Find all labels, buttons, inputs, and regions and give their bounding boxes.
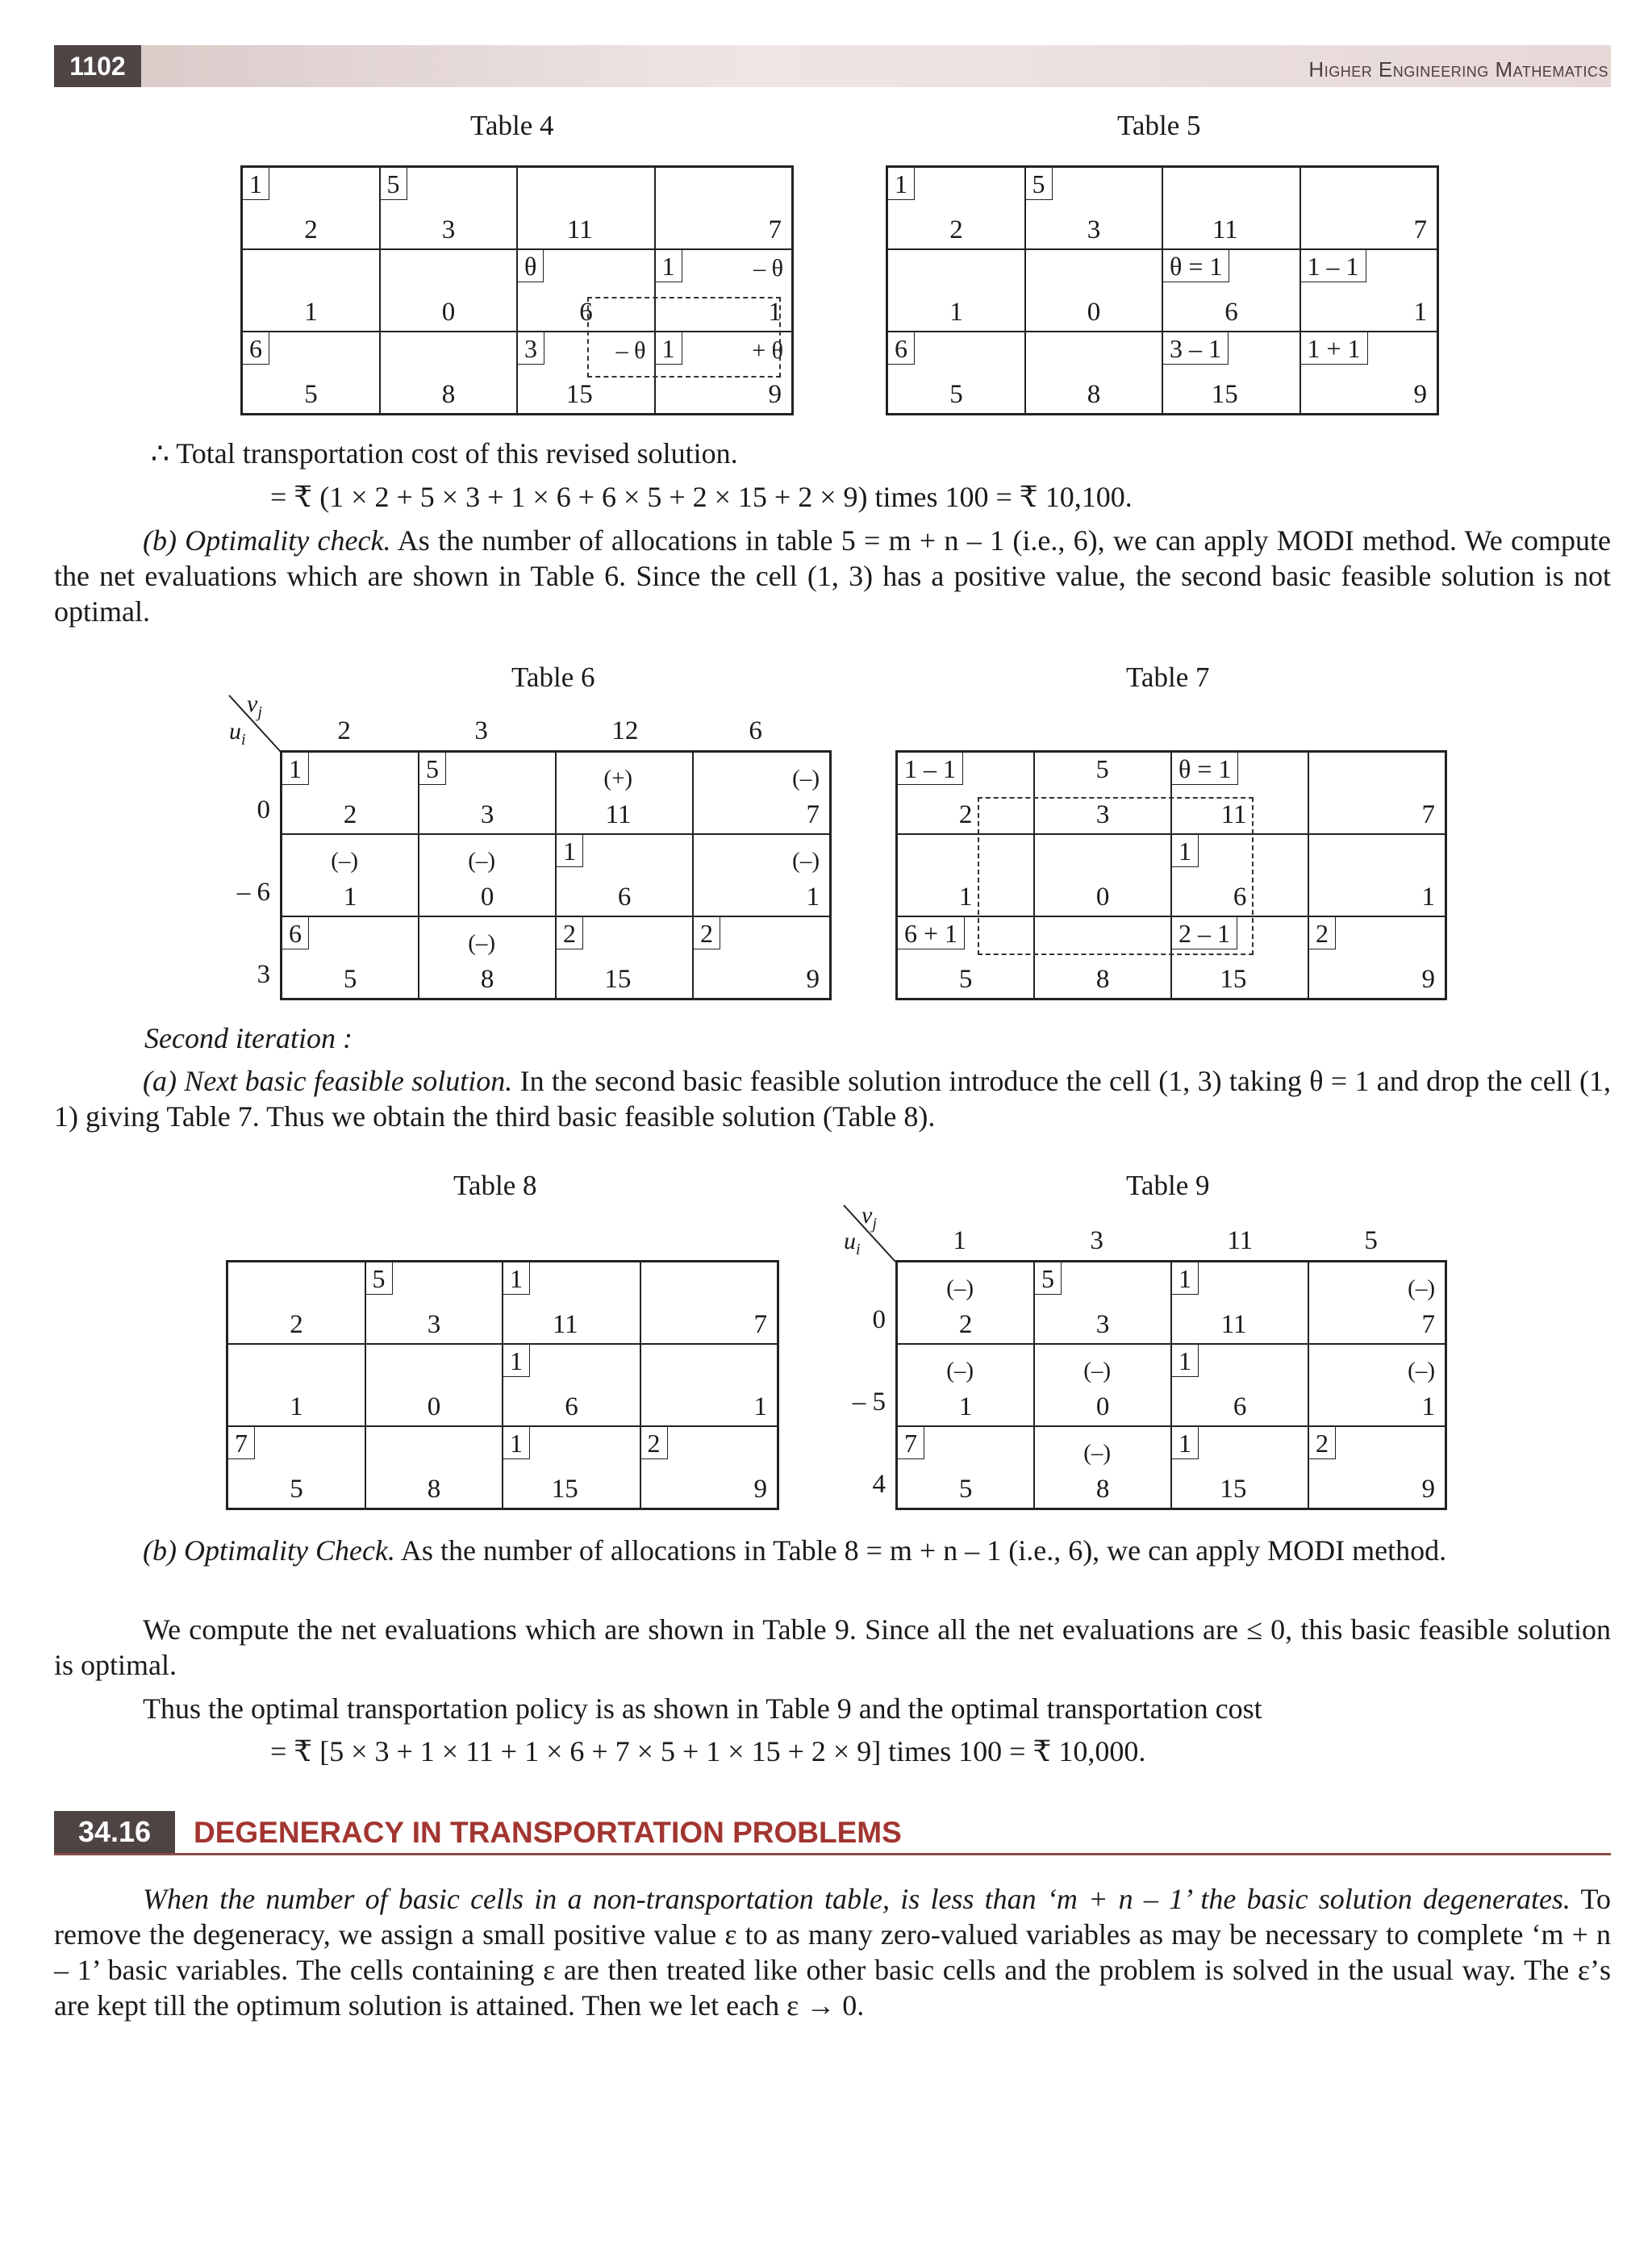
table5-cell-r2c3 <box>1162 249 1300 332</box>
table4-cost: 2 <box>304 215 318 244</box>
table7-cost: 3 <box>1095 800 1110 829</box>
table5-cost: 1 <box>949 298 963 327</box>
table8-allocation: 5 <box>366 1262 393 1295</box>
table6-net-evaluation: (–) <box>792 848 820 874</box>
table9-cost: 6 <box>1233 1392 1247 1421</box>
table4-cost: 15 <box>565 380 593 409</box>
table9-cell-r1c4 <box>1308 1262 1446 1344</box>
table5-cost: 9 <box>1413 380 1427 409</box>
table5-cell-r2c4 <box>1300 249 1438 332</box>
table5-cost: 5 <box>949 380 963 409</box>
table9-cost: 1 <box>1421 1392 1435 1421</box>
table7-allocation: θ = 1 <box>1172 753 1238 785</box>
table9-allocation: 1 <box>1172 1262 1199 1295</box>
table9-cell-r2c1 <box>897 1344 1034 1426</box>
cost-line: ∴ Total transportation cost of this revised solution. <box>151 437 738 469</box>
table6-ui-label: $u_i$ <box>229 718 246 749</box>
table8-cell-r3c1 <box>227 1426 365 1508</box>
table4-cost: 0 <box>441 298 456 327</box>
table6-cell-r3c3 <box>556 916 693 999</box>
table4-cell-r1c4 <box>655 167 793 249</box>
table9-allocation: 2 <box>1309 1427 1336 1459</box>
table9-allocation: 5 <box>1035 1262 1062 1295</box>
table9-cost: 7 <box>1421 1310 1435 1339</box>
table6-cost: 1 <box>806 883 820 912</box>
table9-ui-label: $u_i$ <box>844 1228 861 1258</box>
table8-cost: 15 <box>551 1475 578 1504</box>
table4-cell-r3c2 <box>380 332 518 414</box>
table9-net-evaluation: (–) <box>946 1275 974 1301</box>
degeneracy-paragraph <box>54 1881 1611 2023</box>
table4-cell-r1c3 <box>517 167 655 249</box>
table5-allocation: 3 – 1 <box>1163 332 1229 365</box>
table6-cost: 0 <box>480 883 494 912</box>
table8-caption: Table 8 <box>453 1170 537 1201</box>
table7-allocation: 1 – 1 <box>898 753 963 785</box>
table5-allocation: 1 – 1 <box>1301 250 1366 282</box>
table8-cell-r1c4 <box>640 1262 778 1344</box>
table6-v-value: 12 <box>611 716 639 745</box>
table5-cell-r1c4 <box>1300 167 1438 249</box>
table6-cell-r1c4 <box>693 752 830 834</box>
table9-cost: 9 <box>1421 1475 1435 1504</box>
table6-allocation: 2 <box>557 917 583 949</box>
table5-cell-r2c1 <box>887 249 1025 332</box>
table5 <box>886 165 1439 415</box>
table4 <box>240 165 794 415</box>
table8-cell-r2c2 <box>365 1344 503 1426</box>
table9 <box>895 1260 1447 1510</box>
table6-cost: 3 <box>480 800 494 829</box>
table6-net-evaluation: (–) <box>468 848 496 874</box>
next-bfs-label: (a) Next basic feasible solution. <box>143 1065 513 1097</box>
table6-cell-r2c4 <box>693 834 830 916</box>
table5-cell-r1c2 <box>1025 167 1163 249</box>
table9-cost: 2 <box>958 1310 973 1339</box>
table9-u-value: – 5 <box>852 1387 886 1417</box>
table4-caption: Table 4 <box>470 110 554 141</box>
table8-allocation: 1 <box>503 1345 530 1377</box>
table6-cost: 9 <box>806 965 820 994</box>
table9-cost: 8 <box>1095 1475 1110 1504</box>
table7-cost: 9 <box>1421 965 1435 994</box>
table8-allocation: 2 <box>641 1427 668 1459</box>
table4-cost: 7 <box>768 215 782 244</box>
table4-cell-r1c2 <box>380 167 518 249</box>
optimality-check-1-label: (b) Optimality check. <box>143 524 391 557</box>
table8-cost: 1 <box>290 1392 303 1421</box>
table6-cell-r2c2 <box>419 834 556 916</box>
table7-cell-r1c4 <box>1308 752 1446 834</box>
table9-net-evaluation: (–) <box>1083 1440 1112 1466</box>
table5-cost: 2 <box>949 215 963 244</box>
table5-cost: 8 <box>1087 380 1101 409</box>
section-title: DEGENERACY IN TRANSPORTATION PROBLEMS <box>194 1816 902 1849</box>
table9-cell-r2c2 <box>1034 1344 1171 1426</box>
table6-cell-r2c3 <box>556 834 693 916</box>
table9-cell-r2c3 <box>1171 1344 1308 1426</box>
table9-cell-r1c2 <box>1034 1262 1171 1344</box>
table5-cost: 15 <box>1211 380 1238 409</box>
table8-cell-r1c1 <box>227 1262 365 1344</box>
table6-allocation: 2 <box>694 917 720 949</box>
table9-cost: 3 <box>1095 1310 1110 1339</box>
table7-cost: 2 <box>958 800 973 829</box>
table4-theta-loop <box>587 297 781 378</box>
optimality-check-2 <box>54 1533 1611 1568</box>
table4-cost: 9 <box>768 380 782 409</box>
table6-u-value: 3 <box>257 960 270 989</box>
table6-cell-r1c3 <box>556 752 693 834</box>
table8-cost: 2 <box>290 1310 303 1339</box>
table8-allocation: 7 <box>228 1427 255 1459</box>
table7-allocation: 5 <box>1095 754 1109 783</box>
section-number: 34.16 <box>54 1811 175 1853</box>
table7-cost: 1 <box>958 883 973 912</box>
table8 <box>226 1260 779 1510</box>
table5-allocation: 1 <box>888 168 915 200</box>
table6-cell-r2c1 <box>282 834 419 916</box>
table6-v-value: 3 <box>474 716 488 745</box>
table5-cost: 1 <box>1413 298 1427 327</box>
table4-allocation: 6 <box>243 332 269 365</box>
table6-cost: 11 <box>605 800 632 829</box>
table9-v-value: 3 <box>1090 1226 1103 1255</box>
optimality-check-2-label: (b) Optimality Check. <box>143 1534 395 1567</box>
table6-cost: 6 <box>617 883 632 912</box>
degeneracy-definition: When the number of basic cells in a non-transportation table, is less than ‘m + n – 1’ the basic solution degenerates. <box>143 1883 1571 1915</box>
table9-v-value: 5 <box>1364 1226 1378 1255</box>
next-bfs-paragraph <box>54 1063 1611 1134</box>
table8-cell-r3c2 <box>365 1426 503 1508</box>
page-number: 1102 <box>54 45 141 87</box>
table7-allocation: 1 <box>1172 835 1199 867</box>
net-evaluation-paragraph: We compute the net evaluations which are shown in Table 9. Since all the net evaluations are ≤ 0, this basic feasible solution is optimal. <box>54 1613 1611 1681</box>
table9-allocation: 1 <box>1172 1427 1199 1459</box>
table9-net-evaluation: (–) <box>1408 1275 1435 1301</box>
table7-cell-r2c4 <box>1308 834 1446 916</box>
table5-cell-r3c2 <box>1025 332 1163 414</box>
table8-cell-r2c1 <box>227 1344 365 1426</box>
table4-cost: 3 <box>441 215 456 244</box>
second-iteration-heading: Second iteration : <box>144 1022 353 1054</box>
table9-cell-r1c1 <box>897 1262 1034 1344</box>
table7-caption: Table 7 <box>1126 661 1210 693</box>
table4-cell-r2c1 <box>242 249 380 332</box>
table6-allocation: 1 <box>282 753 309 785</box>
table5-cell-r2c2 <box>1025 249 1163 332</box>
table6-cell-r3c1 <box>282 916 419 999</box>
table4-allocation: 1 <box>243 168 269 200</box>
table6-cell-r1c2 <box>419 752 556 834</box>
table4-allocation: 1 <box>656 332 682 365</box>
table8-allocation: 1 <box>503 1262 530 1295</box>
table9-cell-r3c3 <box>1171 1426 1308 1508</box>
table9-caption: Table 9 <box>1126 1170 1210 1201</box>
table4-cost: 11 <box>566 215 593 244</box>
table6-cell-r3c4 <box>693 916 830 999</box>
table8-cell-r2c3 <box>503 1344 640 1426</box>
table9-u-value: 0 <box>872 1305 886 1334</box>
table5-cell-r3c4 <box>1300 332 1438 414</box>
table6-caption: Table 6 <box>511 661 595 693</box>
table4-cost: 1 <box>304 298 318 327</box>
table5-cell-r3c1 <box>887 332 1025 414</box>
table4-cost: 6 <box>579 298 593 327</box>
table5-allocation: 1 + 1 <box>1301 332 1368 365</box>
table9-allocation: 1 <box>1172 1345 1199 1377</box>
table6-cell-r3c2 <box>419 916 556 999</box>
table5-cost: 7 <box>1413 215 1427 244</box>
table4-cell-r1c1 <box>242 167 380 249</box>
table4-cell-r3c1 <box>242 332 380 414</box>
table4-theta-term: – θ <box>615 337 646 364</box>
table8-cell-r1c2 <box>365 1262 503 1344</box>
table7-allocation: 6 + 1 <box>898 917 965 949</box>
table7-cost: 6 <box>1233 883 1247 912</box>
table4-cell-r2c2 <box>380 249 518 332</box>
table6-vj-label: $v_j$ <box>247 691 262 721</box>
optimality-check-2-body: As the number of allocations in Table 8 = m + n – 1 (i.e., 6), we can apply MODI method. <box>394 1534 1447 1567</box>
policy-paragraph: Thus the optimal transportation policy is as shown in Table 9 and the optimal transportation cost <box>143 1692 1262 1725</box>
table7-cost: 5 <box>958 965 973 994</box>
table4-cost: 1 <box>768 298 782 327</box>
table6-cost: 15 <box>604 965 632 994</box>
table6-allocation: 6 <box>282 917 309 949</box>
table8-cost: 0 <box>427 1392 441 1421</box>
table8-cell-r3c3 <box>503 1426 640 1508</box>
table8-cost: 1 <box>753 1392 767 1421</box>
table5-caption: Table 5 <box>1117 110 1201 141</box>
degeneracy-body: To remove the degeneracy, we assign a small positive value ε to as many zero-valued variables as may be necessary to complete ‘m + n – 1’ basic variables. The cells containing ε are then treated like other basic cells and the problem is solved in the usual way. The ε’s are kept till the optimum solution is attained. Then we let each ε → 0. <box>54 1883 1611 2022</box>
table8-cost: 9 <box>753 1475 767 1504</box>
table9-net-evaluation: (–) <box>1083 1358 1112 1383</box>
table6-u-value: – 6 <box>236 878 270 907</box>
table8-cell-r2c4 <box>640 1344 778 1426</box>
table5-cost: 6 <box>1224 298 1238 327</box>
table7-cost: 7 <box>1421 800 1435 829</box>
table6-cost: 5 <box>343 965 357 994</box>
table8-cost: 5 <box>290 1475 303 1504</box>
table7-cost: 11 <box>1220 800 1247 829</box>
table7-cost: 0 <box>1095 883 1110 912</box>
table9-cell-r3c4 <box>1308 1426 1446 1508</box>
table8-cell-r1c3 <box>503 1262 640 1344</box>
table4-cost: 8 <box>441 380 456 409</box>
table7-cell-r3c4 <box>1308 916 1446 999</box>
table7-allocation: 2 – 1 <box>1172 917 1237 949</box>
table5-allocation: 5 <box>1026 168 1053 200</box>
table9-v-value: 1 <box>953 1226 966 1255</box>
table8-allocation: 1 <box>503 1427 530 1459</box>
table9-net-evaluation: (–) <box>946 1358 974 1383</box>
table6-net-evaluation: (–) <box>792 766 820 791</box>
table6-u-value: 0 <box>257 795 270 824</box>
table9-cost: 15 <box>1220 1475 1247 1504</box>
table6-allocation: 1 <box>557 835 583 867</box>
policy-formula: = ₹ [5 × 3 + 1 × 11 + 1 × 6 + 7 × 5 + 1 × 15 + 2 × 9] times 100 = ₹ 10,000. <box>270 1735 1146 1767</box>
table7-cost: 1 <box>1421 883 1435 912</box>
table5-cost: 3 <box>1087 215 1101 244</box>
table9-cell-r3c2 <box>1034 1426 1171 1508</box>
table6-cost: 1 <box>343 883 357 912</box>
table9-vj-label: $v_j$ <box>861 1202 877 1233</box>
table4-cost: 5 <box>304 380 318 409</box>
table4-allocation: 5 <box>381 168 407 200</box>
table9-cost: 1 <box>958 1392 973 1421</box>
table6-cell-r1c1 <box>282 752 419 834</box>
table6-cost: 2 <box>343 800 357 829</box>
table6-v-value: 6 <box>749 716 762 745</box>
table9-cell-r1c3 <box>1171 1262 1308 1344</box>
table5-cell-r1c3 <box>1162 167 1300 249</box>
table5-cost: 11 <box>1212 215 1238 244</box>
table7-cost: 8 <box>1095 965 1110 994</box>
table6-net-evaluation: (+) <box>603 766 633 791</box>
table9-cell-r2c4 <box>1308 1344 1446 1426</box>
cost-formula: = ₹ (1 × 2 + 5 × 3 + 1 × 6 + 6 × 5 + 2 × 15 + 2 × 9) times 100 = ₹ 10,100. <box>270 481 1133 513</box>
table9-net-evaluation: (–) <box>1408 1358 1435 1383</box>
table4-theta-term: – θ <box>753 255 783 282</box>
table6-net-evaluation: (–) <box>468 930 496 956</box>
table6-allocation: 5 <box>419 753 446 785</box>
table9-u-value: 4 <box>872 1470 886 1499</box>
table5-cell-r1c1 <box>887 167 1025 249</box>
running-head: Higher Engineering Mathematics <box>1308 57 1608 81</box>
table9-v-value: 11 <box>1227 1226 1254 1255</box>
table8-cost: 8 <box>427 1475 441 1504</box>
table5-allocation: 6 <box>888 332 915 365</box>
table8-cost: 6 <box>565 1392 578 1421</box>
table5-cell-r3c3 <box>1162 332 1300 414</box>
table9-cost: 5 <box>958 1475 973 1504</box>
table7-theta-loop <box>978 797 1254 955</box>
table4-allocation: 3 <box>518 332 544 365</box>
table4-allocation: θ <box>518 250 544 282</box>
table6 <box>280 750 832 1000</box>
table9-cost: 11 <box>1220 1310 1247 1339</box>
table9-cell-r3c1 <box>897 1426 1034 1508</box>
table6-net-evaluation: (–) <box>331 848 359 874</box>
table8-cell-r3c4 <box>640 1426 778 1508</box>
table4-theta-term: + θ <box>752 337 783 364</box>
table9-cost: 0 <box>1095 1392 1110 1421</box>
optimality-check-1 <box>54 523 1611 629</box>
table6-cost: 8 <box>480 965 494 994</box>
table8-cost: 3 <box>427 1310 441 1339</box>
table5-cost: 0 <box>1087 298 1101 327</box>
table4-allocation: 1 <box>656 250 682 282</box>
next-bfs-body: In the second basic feasible solution introduce the cell (1, 3) taking θ = 1 and drop the cell (1, 1) giving Table 7. Thus we obtain the third basic feasible solution (Table 8). <box>54 1065 1611 1133</box>
table6-cost: 7 <box>806 800 820 829</box>
optimality-check-1-body: As the number of allocations in table 5 = m + n – 1 (i.e., 6), we can apply MODI method. We compute the net evaluations which are shown in Table 6. Since the cell (1, 3) has a positive value, the second basic feasible solution is not optimal. <box>54 524 1611 628</box>
table7-cost: 15 <box>1220 965 1247 994</box>
table8-cost: 7 <box>753 1310 767 1339</box>
table5-allocation: θ = 1 <box>1163 250 1229 282</box>
table9-allocation: 7 <box>898 1427 924 1459</box>
table8-cost: 11 <box>552 1310 578 1339</box>
table7-allocation: 2 <box>1309 917 1336 949</box>
table6-v-value: 2 <box>337 716 351 745</box>
